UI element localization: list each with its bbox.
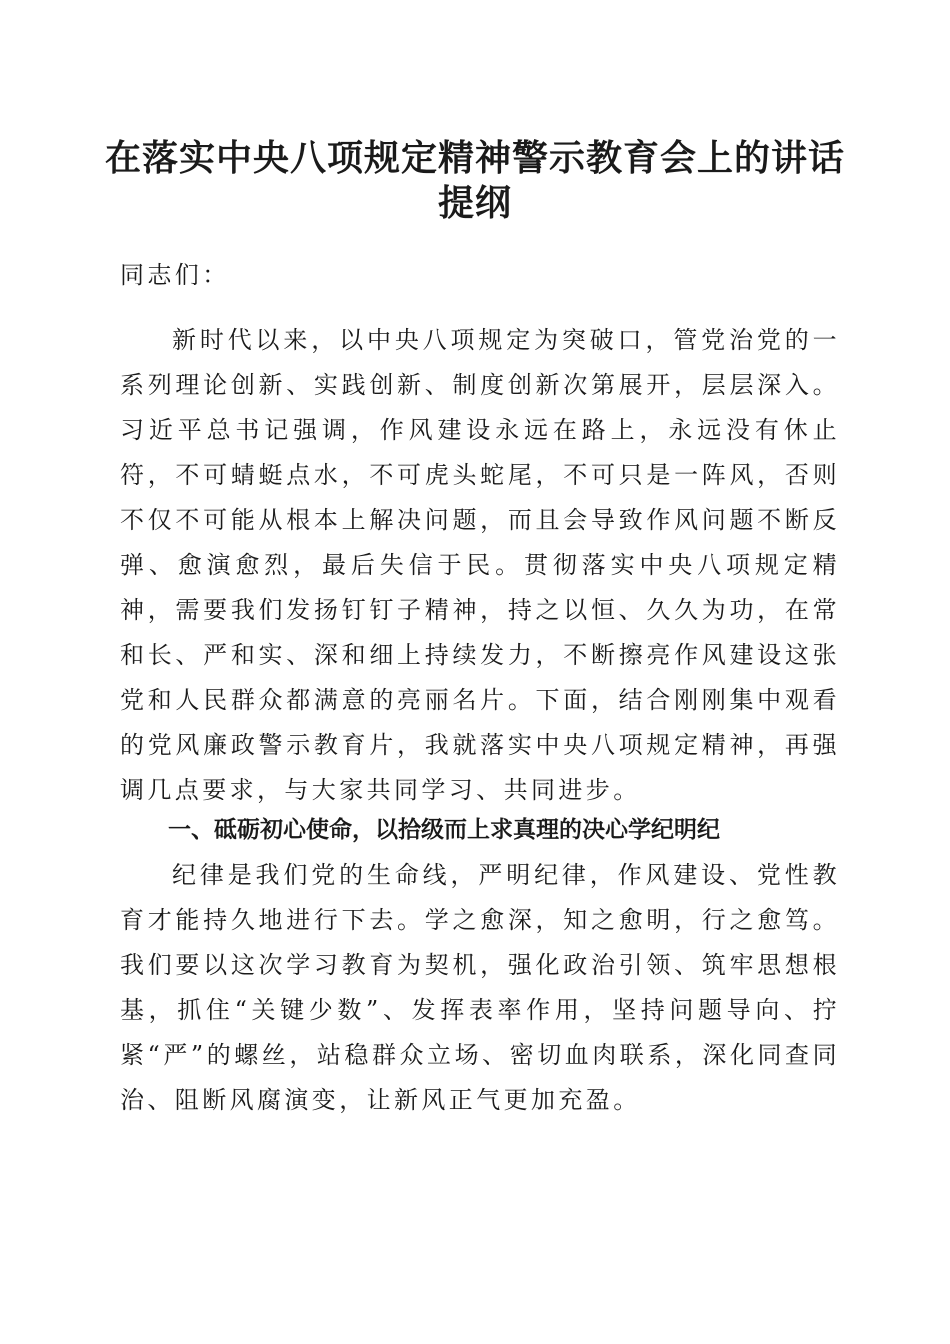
salutation: 同志们： bbox=[120, 261, 230, 289]
body-paragraph-1: 新时代以来，以中央八项规定为突破口，管党治党的一系列理论创新、实践创新、制度创新次第展开，层层深入。习近平总书记强调，作风建设永远在路上，永远没有休止符，不可蜻蜓点水，不可虎头蛇尾，不可只是一阵风，否则不仅不可能从根本上解决问题，而且会导致作风问题不断反弹、愈演愈烈，最后失信于民。贯彻落实中央八项规定精神，需要我们发扬钉钉子精神，持之以恒、久久为功，在常和长、严和实、深和细上持续发力，不断擦亮作风建设这张党和人民群众都满意的亮丽名片。下面，结合刚刚集中观看的党风廉政警示教育片，我就落实中央八项规定精神，再强调几点要求，与大家共同学习、共同进步。 bbox=[120, 326, 840, 804]
body-paragraph-2: 纪律是我们党的生命线，严明纪律，作风建设、党性教育才能持久地进行下去。学之愈深，知之愈明，行之愈笃。我们要以这次学习教育为契机，强化政治引领、筑牢思想根基，抓住“关键少数”、发挥表率作用，坚持问题导向、拧紧“严”的螺丝，站稳群众立场、密切血肉联系，深化同查同治、阻断风腐演变，让新风正气更加充盈。 bbox=[120, 861, 840, 1114]
document-title-line-2: 提纲 bbox=[437, 182, 512, 224]
section-heading-1: 一、砥砺初心使命，以拾级而上求真理的决心学纪明纪 bbox=[168, 817, 720, 843]
document-title-line-1: 在落实中央八项规定精神警示教育会上的讲话 bbox=[104, 137, 845, 179]
